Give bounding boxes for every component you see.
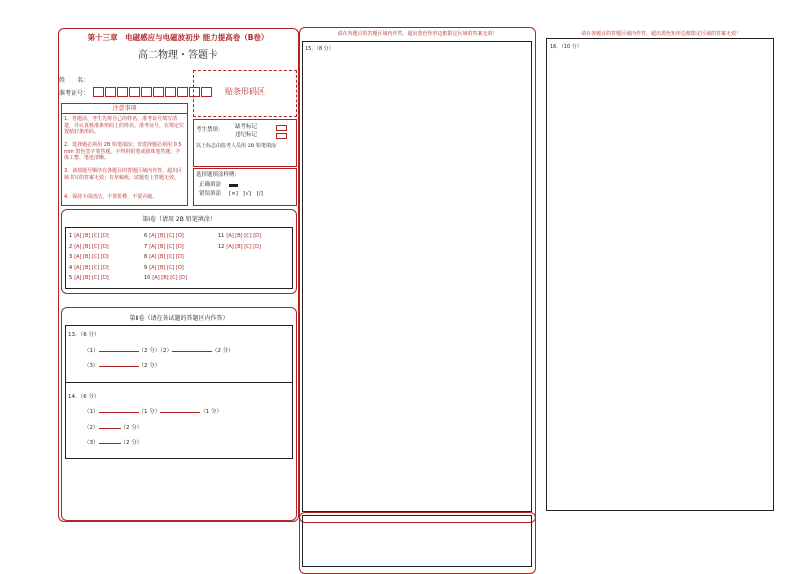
q15-title: 15．（8 分）	[305, 46, 334, 52]
mcq-question-number: 8	[144, 254, 148, 260]
q13-part2-score: （2 分）	[212, 348, 234, 354]
mcq-question-row[interactable]	[218, 244, 261, 250]
mcq-question-number: 10	[144, 275, 151, 281]
mcq-options[interactable]: [A] [B] [C] [D]	[74, 275, 109, 281]
q14-title: 14．（6 分）	[68, 394, 100, 400]
exam-status-label: 考生禁填：	[196, 127, 224, 133]
mcq-question-number: 5	[69, 275, 73, 281]
mcq-options[interactable]: [A] [B] [C] [D]	[149, 254, 184, 260]
correct-fill-label: 正确填涂	[199, 182, 222, 188]
barcode-label: 贴条形码区	[225, 87, 265, 96]
mcq-question-row[interactable]	[69, 233, 109, 239]
part1-title: 第Ⅰ卷（请用 2B 铅笔填涂）	[142, 216, 216, 223]
mcq-question-number: 4	[69, 264, 73, 271]
notice-item-2: 2．选择题必须用 2B 铅笔填涂；非选择题必须用 0.5 mm 黑色签字笔答题，不得用铅笔或圆珠笔答题；字体工整、笔迹清晰。	[64, 142, 182, 161]
mcq-question-row[interactable]	[144, 275, 187, 281]
column-2-lower-area[interactable]	[302, 515, 532, 567]
q13-blank-2[interactable]	[172, 351, 212, 352]
q16-title: 16．（10 分）	[550, 44, 582, 50]
q13-part1-label: （1）	[84, 348, 99, 354]
fill-sample-title: 选择题填涂样例：	[196, 172, 241, 178]
q15-answer-area[interactable]	[302, 41, 532, 512]
q13-title: 13．（6 分）	[68, 332, 100, 338]
mcq-question-number: 2	[69, 243, 73, 250]
violation-mark-box[interactable]	[276, 133, 287, 139]
correct-fill-sample	[229, 184, 238, 187]
mcq-question-row[interactable]	[144, 244, 184, 250]
mcq-question-row[interactable]	[144, 254, 184, 260]
notice-item-4: 4．保持卡面清洁，不要折叠、不要弄破。	[64, 194, 158, 200]
wrong-fill-marks: [×] [√] [/]	[229, 191, 263, 197]
column-3-warning: 请在各题目的答题区域内作答，超出黑色矩形边框限定区域的答案无效！	[580, 31, 741, 37]
mcq-question-row[interactable]	[69, 254, 109, 260]
mcq-options[interactable]: [A] [B] [C] [D]	[149, 264, 184, 271]
q13-part2-label: （2）	[160, 348, 172, 354]
exam-status-note: 以上标志由监考人员用 2B 铅笔填涂	[196, 143, 277, 149]
q13-part3-score: （2 分）	[138, 363, 161, 369]
card-subtitle: 高二物理・答题卡	[138, 50, 218, 61]
q13-blank-3[interactable]	[99, 366, 139, 367]
mcq-options[interactable]: [A] [B] [C] [D]	[149, 243, 184, 250]
q14-line3	[84, 440, 142, 447]
q13-part1-score: （2 分）	[138, 348, 161, 354]
part2-title: 第Ⅱ卷（请在各试题的答题区内作答）	[129, 315, 229, 322]
notice-divider	[61, 113, 188, 114]
mcq-question-row[interactable]	[69, 265, 109, 271]
q14-part1-score-2: （1 分）	[200, 409, 222, 415]
q14-part2-score: （2 分）	[120, 425, 143, 431]
wrong-fill-label: 错误填涂	[199, 191, 222, 197]
mcq-question-number: 3	[69, 254, 73, 260]
q13-line2	[84, 363, 160, 370]
mcq-question-row[interactable]	[144, 233, 184, 239]
mcq-options[interactable]: [A] [B] [C] [D]	[74, 233, 109, 239]
mcq-question-number: 9	[144, 264, 148, 271]
mcq-options[interactable]: [A] [B] [C] [D]	[226, 243, 261, 250]
mcq-question-number: 11	[218, 233, 225, 239]
mcq-question-number: 6	[144, 233, 148, 239]
mcq-options[interactable]: [A] [B] [C] [D]	[152, 275, 187, 281]
q14-blank-3[interactable]	[99, 428, 121, 429]
mcq-question-row[interactable]	[69, 244, 109, 250]
q13-part3-label: （3）	[84, 363, 99, 369]
absent-mark-box[interactable]	[276, 125, 287, 131]
mcq-options[interactable]: [A] [B] [C] [D]	[74, 264, 109, 271]
column-2-warning: 请在各题目的答题区域内作答，超出黑色矩形边框限定区域的答案无效！	[337, 31, 498, 37]
mcq-options[interactable]: [A] [B] [C] [D]	[226, 233, 261, 239]
q14-blank-2[interactable]	[160, 412, 200, 413]
q14-blank-4[interactable]	[99, 443, 121, 444]
mcq-question-row[interactable]	[218, 233, 261, 239]
mcq-question-number: 1	[69, 233, 73, 239]
mcq-question-number: 7	[144, 243, 148, 250]
mcq-question-number: 12	[218, 243, 225, 250]
q14-part2-label: （2）	[84, 425, 99, 431]
q13-line1	[84, 348, 234, 355]
q14-part3-score: （2 分）	[120, 440, 143, 446]
q14-part1-score-1: （1 分）	[138, 409, 161, 415]
mcq-question-row[interactable]	[144, 265, 184, 271]
q14-line1	[84, 409, 222, 416]
mcq-question-row[interactable]	[69, 275, 109, 281]
q13-blank-1[interactable]	[99, 351, 139, 352]
mcq-options[interactable]: [A] [B] [C] [D]	[149, 233, 184, 239]
id-label: 准考证号：	[59, 90, 90, 97]
notice-item-1: 1．答题前，考生先将自己的姓名，准考证号填写清楚，并认真核准条形码上的姓名、准考证号，在规定位置贴好条形码。	[64, 116, 185, 135]
exam-title: 第十三章 电磁感应与电磁波初步 能力提高卷（B卷）	[87, 33, 269, 42]
mcq-options[interactable]: [A] [B] [C] [D]	[74, 243, 109, 250]
q14-part3-label: （3）	[84, 440, 99, 446]
q14-line2	[84, 425, 142, 432]
q14-blank-1[interactable]	[99, 412, 139, 413]
violation-mark-label: 违纪标记	[235, 132, 258, 138]
notice-item-3: 3．请按题号顺序在各题目的答题区域内作答，超出区域书写的答案无效；在草稿纸、试题卷上答题无效。	[64, 168, 183, 181]
name-label: 姓 名：	[59, 77, 90, 84]
notice-title: 注意事项	[112, 105, 137, 112]
absent-mark-label: 缺考标记	[235, 124, 258, 130]
q16-answer-area[interactable]	[546, 38, 774, 511]
q14-part1-label: （1）	[84, 409, 99, 415]
mcq-options[interactable]: [A] [B] [C] [D]	[74, 254, 109, 260]
